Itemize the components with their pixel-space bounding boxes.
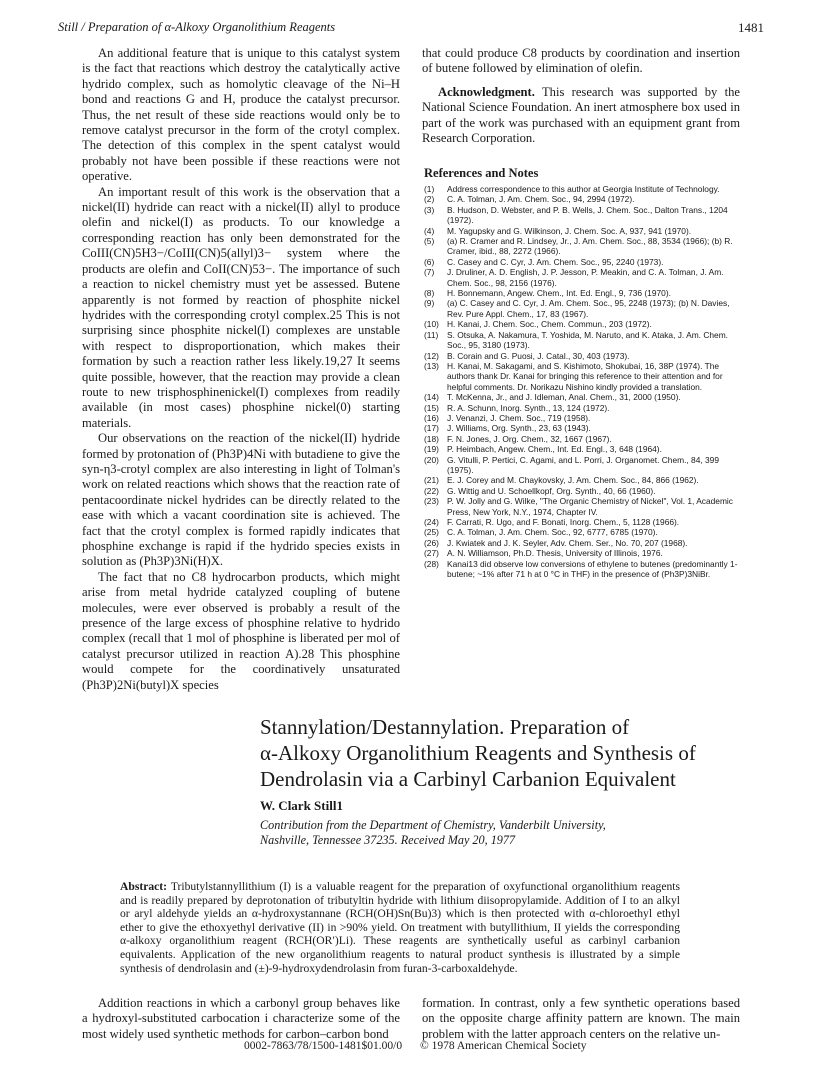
reference-number: (23) (424, 496, 439, 507)
reference-number: (1) (424, 184, 435, 194)
body-paragraph: Our observations on the reaction of the nickel(II) hydride formed by protonation of (Ph3P)4Ni with butadiene to give the syn-η3-crotyl complex are also interesting in light of Tolman's work on related reactions which shows that the reaction rate of pentacoordinate nickel hydrides can be directly related to the ease with which a vacant coordination site is achieved. The fact that the crotyl complex is formed rapidly indicates that phosphine exchange is rapid if the hydrido species exists in solution as (Ph3P)3Ni(H)X. (82, 431, 400, 569)
reference-text: J. Kwiatek and J. K. Seyler, Adv. Chem. Ser., No. 70, 207 (1968). (447, 537, 688, 548)
reference-number: (27) (424, 548, 439, 559)
reference-number: (9) (424, 298, 435, 309)
abstract-label: Abstract: (120, 880, 168, 893)
reference-item (424, 486, 744, 496)
reference-text: R. A. Schunn, Inorg. Synth., 13, 124 (1972). (447, 402, 610, 413)
reference-number: (14) (424, 392, 439, 403)
reference-number: (26) (424, 537, 439, 548)
reference-number: (4) (424, 225, 435, 236)
reference-number: (12) (424, 350, 439, 361)
reference-number: (13) (424, 360, 439, 371)
right-column-top (422, 46, 740, 146)
footer-code: 0002-7863/78/1500-1481$01.00/0 (244, 1040, 403, 1052)
reference-item (424, 423, 744, 433)
reference-text: Kanai13 did observe low conversions of ethylene to butenes (predominantly 1-butene; ~1% after 71 h at 0 °C in THF) in the presence of (Ph3P)3NiBr. (447, 558, 738, 580)
intro-paragraph-continued: formation. In contrast, only a few synthetic operations based on the opposite charge affinity pattern are known. The main problem with the latter approach centers on the relative un- (422, 996, 740, 1041)
reference-text: B. Corain and G. Puosi, J. Catal., 30, 403 (1973). (447, 350, 630, 361)
reference-number: (22) (424, 485, 439, 496)
abstract-text: Tributylstannyllithium (I) is a valuable reagent for the preparation of oxyfunctional organolithium reagents and is readily prepared by deprotonation of tributyltin hydride with lithium diisopropylamide. Addition of I to an alkyl or aryl aldehyde yields an α-hydroxystannane (RCH(OH)Sn(Bu)3) which is then protected with α-chloroethyl ethyl ether to give the ethoxyethyl derivative (II) in >90% yield. On treatment with butyllithium, II yields the corresponding α-alkoxy organolithium reagent (RCH(OR′)Li). These reagents are synthetically useful as carbinyl carbanion equivalents. Application of the new organolithium reagents to natural product synthesis is illustrated by a simple synthesis of dendrolasin and (±)-9-hydroxydendrolasin from furan-3-carboxaldehyde. (120, 880, 680, 975)
reference-text: G. Wittig and U. Schoellkopf, Org. Synth., 40, 66 (1960). (447, 485, 656, 496)
intro-left-column (82, 996, 400, 1042)
reference-text: E. J. Corey and M. Chaykovsky, J. Am. Chem. Soc., 84, 866 (1962). (447, 475, 699, 486)
footer-copyright: © 1978 American Chemical Society (420, 1040, 587, 1052)
reference-text: F. N. Jones, J. Org. Chem., 32, 1667 (1967). (447, 433, 612, 444)
references-heading: References and Notes (424, 166, 539, 180)
reference-item (424, 205, 744, 226)
reference-number: (10) (424, 319, 439, 330)
continuation-paragraph: that could produce C8 products by coordination and insertion of butene followed by elimination of olefin. (422, 46, 740, 76)
reference-item (424, 548, 744, 558)
acknowledgment (422, 85, 740, 147)
reference-item (424, 361, 744, 392)
reference-text: Address correspondence to this author at Georgia Institute of Technology. (447, 184, 720, 194)
reference-text: A. N. Williamson, Ph.D. Thesis, University of Illinois, 1976. (447, 548, 663, 559)
article-title (260, 714, 760, 792)
reference-item (424, 413, 744, 423)
reference-text: T. McKenna, Jr., and J. Idleman, Anal. Chem., 31, 2000 (1950). (447, 392, 681, 403)
body-paragraph: An additional feature that is unique to this catalyst system is the fact that reactions which destroy the catalytically active hydrido complex, such as homolytic cleavage of the Ni–H bond and reactions G and H, produce the catalyst precursor. Thus, the net result of these side reactions would only be to remove catalyst precursor in the form of the crotyl complex. The detection of this complex in the spent catalyst would probably not have been possible if these reactions were not operative. (82, 46, 400, 184)
reference-item (424, 351, 744, 361)
reference-item (424, 298, 744, 319)
reference-item (424, 527, 744, 537)
reference-number: (2) (424, 194, 435, 205)
reference-number: (25) (424, 527, 439, 538)
reference-number: (17) (424, 423, 439, 434)
reference-item (424, 257, 744, 267)
reference-text: H. Kanai, J. Chem. Soc., Chem. Commun., 203 (1972). (447, 319, 652, 330)
reference-item (424, 517, 744, 527)
reference-text: H. Bonnemann, Angew. Chem., Int. Ed. Engl., 9, 736 (1970). (447, 288, 671, 299)
reference-item (424, 184, 744, 194)
affiliation (260, 818, 606, 848)
title-line: Stannylation/Destannylation. Preparation of (260, 715, 630, 739)
acknowledgment-label: Acknowledgment. (438, 84, 535, 99)
references-list (424, 184, 744, 579)
reference-number: (18) (424, 433, 439, 444)
reference-text: M. Yagupsky and G. Wilkinson, J. Chem. Soc. A, 937, 941 (1970). (447, 225, 692, 236)
reference-text: G. Vitulli, P. Pertici, C. Agami, and L. Porri, J. Organomet. Chem., 84, 399 (1975). (447, 454, 719, 475)
reference-number: (6) (424, 256, 435, 267)
running-head: Still / Preparation of α-Alkoxy Organolithium Reagents (58, 20, 336, 34)
intro-paragraph: Addition reactions in which a carbonyl group behaves like a hydroxyl-substituted carbocation i characterize some of the most widely used synthetic methods for carbon–carbon bond (82, 996, 400, 1041)
reference-item (424, 236, 744, 257)
reference-item (424, 392, 744, 402)
reference-text: C. A. Tolman, J. Am. Chem. Soc., 94, 2994 (1972). (447, 194, 635, 205)
left-column (82, 46, 400, 693)
reference-number: (16) (424, 412, 439, 423)
affiliation-line: Contribution from the Department of Chemistry, Vanderbilt University, (260, 818, 606, 832)
reference-text: C. A. Tolman, J. Am. Chem. Soc., 92, 6777, 6785 (1970). (447, 527, 658, 538)
reference-text: P. W. Jolly and G. Wilke, "The Organic Chemistry of Nickel", Vol. 1, Academic Press, New York, N.Y., 1974, Chapter IV. (447, 496, 733, 517)
reference-text: J. Venanzi, J. Chem. Soc., 719 (1958). (447, 412, 591, 423)
reference-item (424, 496, 744, 517)
reference-item (424, 444, 744, 454)
body-paragraph: The fact that no C8 hydrocarbon products, which might arise from metal hydride catalyzed coupling of butene molecules, were ever observed is probably a result of the presence of the large excess of phosphine relative to hydrido complex (recall that 1 mol of phosphine is liberated per mol of catalyst precursor utilized in reaction A).28 This phosphine would compete for the coordinatively unsaturated (Ph3P)2Ni(butyl)X species (82, 569, 400, 692)
reference-item (424, 475, 744, 485)
reference-text: S. Otsuka, A. Nakamura, T. Yoshida, M. Naruto, and K. Ataka, J. Am. Chem. Soc., 95, 3180 (1973). (447, 329, 729, 351)
reference-number: (3) (424, 204, 435, 215)
reference-text: H. Kanai, M. Sakagami, and S. Kishimoto, Shokubai, 16, 38P (1974). The authors thank Dr. Kanai for bringing this reference to their attention and for helpful comments. Dr. Norikazu Nishino kindly provided a translation. (447, 360, 723, 392)
abstract (120, 880, 680, 975)
reference-item (424, 267, 744, 288)
reference-item (424, 194, 744, 204)
title-line: α-Alkoxy Organolithium Reagents and Synthesis of (260, 741, 696, 765)
acknowledgment-text: This research was supported by the National Science Foundation. An inert atmosphere box used in part of the work was purchased with an equipment grant from Research Corporation. (422, 84, 740, 146)
reference-item (424, 455, 744, 476)
reference-number: (7) (424, 267, 435, 278)
reference-text: (a) C. Casey and C. Cyr, J. Am. Chem. Soc., 95, 2248 (1973); (b) N. Davies, Rev. Pure Appl. Chem., 17, 83 (1967). (447, 298, 730, 319)
page-number: 1481 (738, 20, 764, 35)
reference-number: (21) (424, 475, 439, 486)
reference-number: (8) (424, 288, 435, 299)
affiliation-line: Nashville, Tennessee 37235. Received May 20, 1977 (260, 833, 516, 847)
reference-number: (20) (424, 454, 439, 465)
title-line: Dendrolasin via a Carbinyl Carbanion Equivalent (260, 767, 676, 791)
reference-text: (a) R. Cramer and R. Lindsey, Jr., J. Am. Chem. Soc., 88, 3534 (1966); (b) R. Cramer, ibid., 88, 2272 (1966). (447, 236, 733, 257)
reference-text: C. Casey and C. Cyr, J. Am. Chem. Soc., 95, 2240 (1973). (447, 256, 664, 267)
reference-number: (5) (424, 236, 435, 247)
reference-text: P. Heimbach, Angew. Chem., Int. Ed. Engl., 3, 648 (1964). (447, 444, 662, 455)
reference-text: B. Hudson, D. Webster, and P. B. Wells, J. Chem. Soc., Dalton Trans., 1204 (1972). (447, 204, 728, 226)
intro-right-column (422, 996, 740, 1042)
reference-number: (11) (424, 329, 439, 340)
reference-number: (19) (424, 444, 439, 455)
author-name: W. Clark Still1 (260, 798, 343, 813)
reference-item (424, 226, 744, 236)
reference-text: J. Druliner, A. D. English, J. P. Jesson, P. Meakin, and C. A. Tolman, J. Am. Chem. Soc., 98, 2156 (1976). (447, 267, 724, 288)
reference-item (424, 434, 744, 444)
reference-text: J. Williams, Org. Synth., 23, 63 (1943). (447, 423, 591, 434)
reference-item (424, 403, 744, 413)
reference-number: (15) (424, 402, 439, 413)
reference-item (424, 330, 744, 351)
reference-number: (24) (424, 517, 439, 527)
reference-item (424, 559, 744, 580)
body-paragraph: An important result of this work is the observation that a nickel(II) hydride can react with a nickel(II) allyl to produce olefin and nickel(I) as products. To our knowledge a corresponding reaction has only been demonstrated for the CoIII(CN)5H3−/CoIII(CN)5(allyl)3− system where the products are olefin and CoII(CN)53−. The importance of such a reaction to nickel chemistry must yet be assessed. Butene apparently is not formed by reaction of phosphite nickel hydrides with the corresponding crotyl complex.25 This is not surprising since phosphite nickel(I) complexes are unstable with respect to disproportionation, which makes their formation by such a reaction rather less likely.19,27 It seems quite possible, however, that the reaction may provide a clean route to new trisphosphinenickel(I) complexes from readily available (in most cases) phosphine nickel(0) starting materials. (82, 184, 400, 430)
reference-text: F. Carrati, R. Ugo, and F. Bonati, Inorg. Chem., 5, 1128 (1966). (447, 517, 680, 527)
reference-number: (28) (424, 558, 439, 569)
reference-item (424, 538, 744, 548)
reference-item (424, 288, 744, 298)
reference-item (424, 319, 744, 329)
